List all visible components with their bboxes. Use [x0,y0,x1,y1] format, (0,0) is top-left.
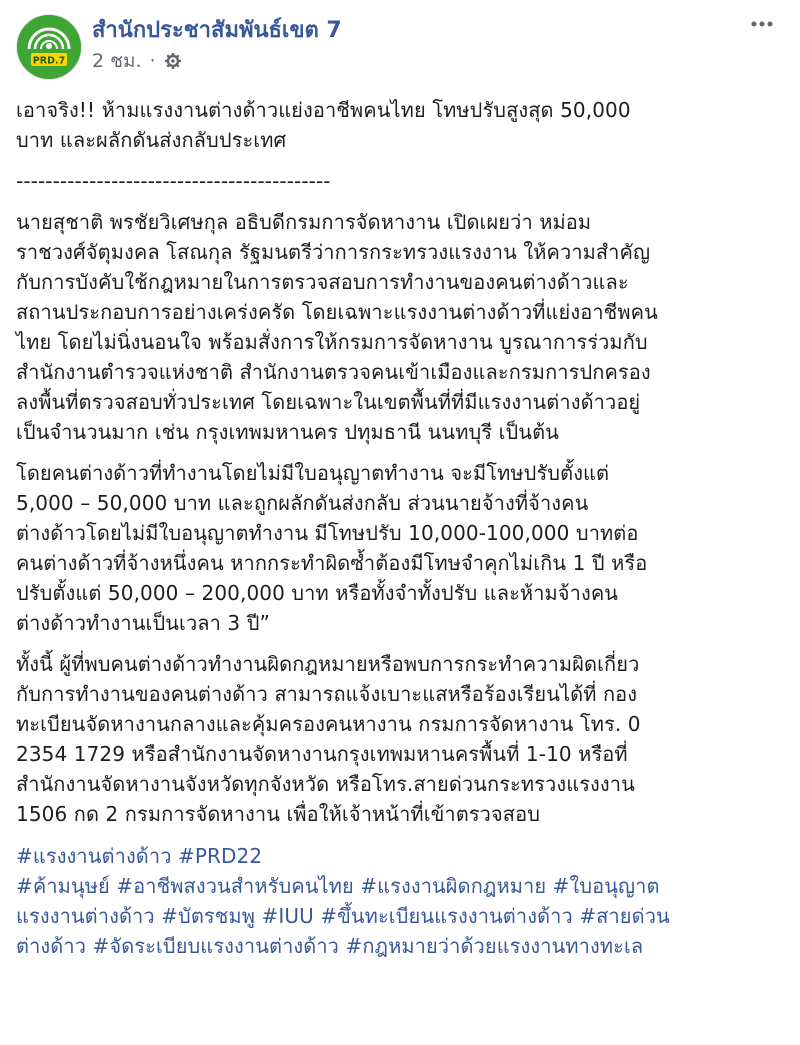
post-timestamp[interactable]: 2 ชม. [92,50,142,72]
hashtag-link[interactable]: ต่างด้าว [16,934,87,958]
hashtag-block [16,841,791,961]
text-line: 5,000 – 50,000 บาท และถูกผลักดันส่งกลับ ส่วนนายจ้างที่จ้างคน [16,491,589,515]
hashtag-link[interactable]: #บัตรชมพู [161,904,255,928]
text-line: นายสุชาติ พรชัยวิเศษกุล อธิบดีกรมการจัดหางาน เปิดเผยว่า หม่อม [16,210,592,234]
hashtag-link[interactable]: #แรงงานต่างด้าว [16,844,172,868]
prd7-logo-icon [17,15,81,79]
post-body [16,95,791,961]
hashtag-link[interactable]: #ใบอนุญาต [552,874,660,898]
page-avatar[interactable] [16,14,82,80]
paragraph-1 [16,207,791,447]
gear-icon[interactable] [164,52,182,70]
meta-separator: · [149,50,156,72]
text-line: ราชวงศ์จัตุมงคล โสณกุล รัฐมนตรีว่าการกระทรวงแรงงาน ให้ความสำคัญ [16,240,651,264]
hashtag-line [16,901,791,931]
text-line: เป็นจำนวนมาก เช่น กรุงเทพมหานคร ปทุมธานี นนทบุรี เป็นต้น [16,420,559,444]
text-line: กับการทำงานของคนต่างด้าว สามารถแจ้งเบาะแสหรือร้องเรียนได้ที่ กอง [16,682,638,706]
hashtag-link[interactable]: #สายด่วน [579,904,670,928]
page-name-link[interactable]: สำนักประชาสัมพันธ์เขต 7 [92,18,342,43]
text-line: ต่างด้าวโดยไม่มีใบอนุญาตทำงาน มีโทษปรับ 10,000-100,000 บาทต่อ [16,521,639,545]
hashtag-line [16,931,791,961]
hashtag-link[interactable]: #จัดระเบียบแรงงานต่างด้าว [92,934,340,958]
text-line: บาท และผลักดันส่งกลับประเทศ [16,128,287,152]
divider-text: ------------------------------------------- [16,169,331,193]
hashtag-link[interactable]: #ค้ามนุษย์ [16,874,110,898]
text-line: ทะเบียนจัดหางานกลางและคุ้มครองคนหางาน กรมการจัดหางาน โทร. 0 [16,712,641,736]
hashtag-line [16,841,791,871]
more-options-icon[interactable] [748,16,776,32]
text-line: 2354 1729 หรือสำนักงานจัดหางานกรุงเทพมหานครพื้นที่ 1-10 หรือที่ [16,742,628,766]
avatar-label: PRD.7 [32,55,66,67]
post-meta [92,46,182,76]
paragraph-3 [16,649,791,829]
text-line: เอาจริง!! ห้ามแรงงานต่างด้าวแย่งอาชีพคนไทย โทษปรับสูงสุด 50,000 [16,98,631,122]
text-line: สำนักงานตำรวจแห่งชาติ สำนักงานตรวจคนเข้าเมืองและกรมการปกครอง [16,360,651,384]
post-headline [16,95,791,155]
text-line: สถานประกอบการอย่างเคร่งครัด โดยเฉพาะแรงงานต่างด้าวที่แย่งอาชีพคน [16,300,658,324]
text-line: กับการบังคับใช้กฎหมายในการตรวจสอบการทำงานของคนต่างด้าวและ [16,270,629,294]
hashtag-link[interactable]: #แรงงานผิดกฎหมาย [360,874,547,898]
hashtag-link[interactable]: #อาชีพสงวนสำหรับคนไทย [116,874,354,898]
hashtag-link[interactable]: #IUU [261,904,314,928]
hashtag-link[interactable]: #PRD22 [178,844,263,868]
text-line: คนต่างด้าวที่จ้างหนึ่งคน หากกระทำผิดซ้ำต้องมีโทษจำคุกไม่เกิน 1 ปี หรือ [16,551,648,575]
text-line: ทั้งนี้ ผู้ที่พบคนต่างด้าวทำงานผิดกฎหมายหรือพบการกระทำความผิดเกี่ยว [16,652,640,676]
text-line: ลงพื้นที่ตรวจสอบทั่วประเทศ โดยเฉพาะในเขตพื้นที่ที่มีแรงงานต่างด้าวอยู่ [16,390,641,414]
text-line: โดยคนต่างด้าวที่ทำงานโดยไม่มีใบอนุญาตทำงาน จะมีโทษปรับตั้งแต่ [16,461,610,485]
text-line: ต่างด้าวทำงานเป็นเวลา 3 ปี” [16,611,270,635]
post-header [16,10,784,80]
hashtag-link[interactable]: แรงงานต่างด้าว [16,904,155,928]
paragraph-2 [16,458,791,638]
hashtag-link[interactable]: #ขึ้นทะเบียนแรงงานต่างด้าว [320,904,573,928]
text-line: ปรับตั้งแต่ 50,000 – 200,000 บาท หรือทั้งจำทั้งปรับ และห้ามจ้างคน [16,581,619,605]
text-line: ไทย โดยไม่นิ่งนอนใจ พร้อมสั่งการให้กรมการจัดหางาน บูรณาการร่วมกับ [16,330,648,354]
post-divider [16,166,791,196]
hashtag-line [16,871,791,901]
hashtag-link[interactable]: #กฎหมายว่าด้วยแรงงานทางทะเล [345,934,644,958]
text-line: 1506 กด 2 กรมการจัดหางาน เพื่อให้เจ้าหน้าที่เข้าตรวจสอบ [16,802,541,826]
text-line: สำนักงานจัดหางานจังหวัดทุกจังหวัด หรือโทร.สายด่วนกระทรวงแรงงาน [16,772,635,796]
